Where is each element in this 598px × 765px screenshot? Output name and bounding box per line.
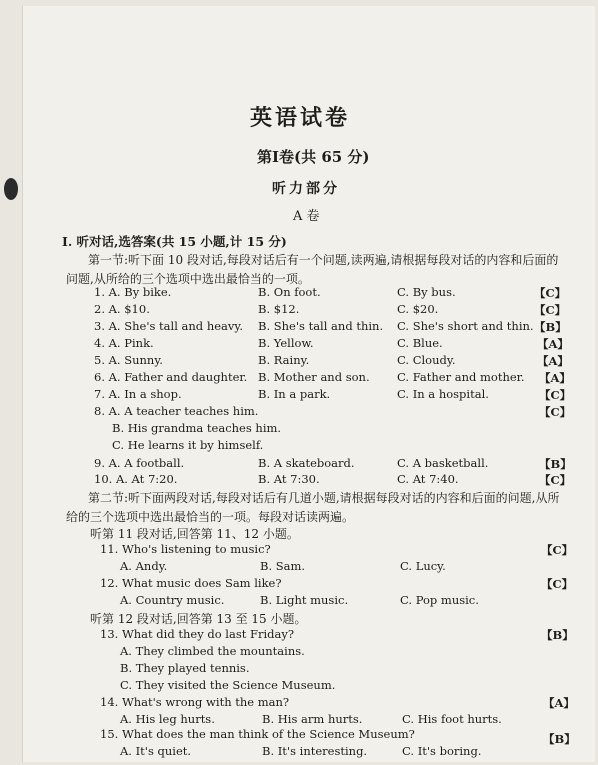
option-a: 3. A. She's tall and heavy. bbox=[94, 319, 244, 333]
option-c: C. By bus. bbox=[397, 285, 456, 299]
option-b: B. Mother and son. bbox=[258, 370, 370, 384]
question-row bbox=[0, 593, 598, 611]
answer-mark: 【C】 bbox=[534, 303, 567, 317]
dialogue-lead: 听第 12 段对话,回答第 13 至 15 小题。 bbox=[90, 612, 307, 626]
answer-mark: 【A】 bbox=[539, 371, 571, 385]
option-a: 8. A. A teacher teaches him. bbox=[94, 404, 259, 418]
question-row bbox=[0, 285, 598, 303]
question-row bbox=[0, 472, 598, 490]
answer-mark: 【A】 bbox=[537, 337, 569, 351]
option-b: B. Light music. bbox=[260, 593, 349, 607]
question-row bbox=[0, 559, 598, 577]
option-c: C. He learns it by himself. bbox=[112, 438, 264, 452]
option-a: 7. A. In a shop. bbox=[94, 387, 182, 401]
option-c: C. Lucy. bbox=[400, 559, 446, 573]
question-row bbox=[0, 661, 598, 679]
option-a: 1. A. By bike. bbox=[94, 285, 172, 299]
instruction-part1: 第一节:听下面 10 段对话,每段对话后有一个问题,读两遍,请根据每段对话的内容和后面的问题,从所给的三个选项中选出最恰当的一项。 bbox=[66, 253, 559, 286]
answer-mark: 【C】 bbox=[541, 543, 574, 557]
option-a: A. Country music. bbox=[120, 593, 225, 607]
answer-mark: 【B】 bbox=[541, 628, 574, 642]
question-row bbox=[0, 387, 598, 405]
listening-title: 听力部分 bbox=[272, 181, 340, 197]
option-b: B. His arm hurts. bbox=[262, 712, 363, 726]
volume-label: A 卷 bbox=[293, 209, 320, 224]
option-c: C. A basketball. bbox=[397, 456, 489, 470]
answer-mark: 【A】 bbox=[537, 354, 569, 368]
section-heading: Ⅰ. 听对话,选答案(共 15 小题,计 15 分) bbox=[62, 234, 287, 249]
option-a: A. They climbed the mountains. bbox=[120, 644, 305, 658]
question-row bbox=[0, 744, 598, 762]
question-stem: 15. What does the man think of the Science Museum? bbox=[100, 727, 415, 741]
option-b: B. Sam. bbox=[260, 559, 306, 573]
option-a: A. Andy. bbox=[120, 559, 168, 573]
option-a: 10. A. At 7:20. bbox=[94, 472, 178, 486]
question-row bbox=[0, 542, 598, 560]
option-c: C. In a hospital. bbox=[397, 387, 489, 401]
option-b: B. A skateboard. bbox=[258, 456, 355, 470]
option-a: 2. A. $10. bbox=[94, 302, 150, 316]
question-row bbox=[0, 319, 598, 337]
option-a: 5. A. Sunny. bbox=[94, 353, 163, 367]
exam-title: 英语试卷 bbox=[250, 105, 351, 131]
option-c: C. $20. bbox=[397, 302, 439, 316]
question-row bbox=[0, 302, 598, 320]
option-b: B. They played tennis. bbox=[120, 661, 250, 675]
option-b: B. At 7:30. bbox=[258, 472, 320, 486]
option-c: C. She's short and thin. bbox=[397, 319, 534, 333]
option-a: A. It's quiet. bbox=[120, 744, 192, 758]
question-row bbox=[0, 678, 598, 696]
option-a: 4. A. Pink. bbox=[94, 336, 154, 350]
answer-mark: 【B】 bbox=[543, 732, 576, 746]
part-title: 第Ⅰ卷(共 65 分) bbox=[257, 148, 370, 166]
option-b: B. On foot. bbox=[258, 285, 321, 299]
answer-mark: 【B】 bbox=[539, 457, 572, 471]
question-row bbox=[0, 576, 598, 594]
question-row bbox=[0, 421, 598, 439]
option-a: A. His leg hurts. bbox=[120, 712, 215, 726]
answer-mark: 【C】 bbox=[539, 405, 572, 419]
answer-mark: 【B】 bbox=[534, 320, 567, 334]
option-c: C. It's boring. bbox=[402, 744, 482, 758]
option-c: C. Cloudy. bbox=[397, 353, 456, 367]
option-c: C. Pop music. bbox=[400, 593, 479, 607]
question-row bbox=[0, 353, 598, 371]
option-c: C. His foot hurts. bbox=[402, 712, 502, 726]
question-row bbox=[0, 370, 598, 388]
option-b: B. $12. bbox=[258, 302, 300, 316]
option-b: B. It's interesting. bbox=[262, 744, 368, 758]
answer-mark: 【C】 bbox=[539, 473, 572, 487]
question-stem: 12. What music does Sam like? bbox=[100, 576, 282, 590]
instruction-part2: 第二节:听下面两段对话,每段对话后有几道小题,请根据每段对话的内容和后面的问题,从所给的三个选项中选出最恰当的一项。每段对话读两遍。 bbox=[66, 491, 560, 524]
question-stem: 14. What's wrong with the man? bbox=[100, 695, 290, 709]
option-c: C. At 7:40. bbox=[397, 472, 459, 486]
binder-hole bbox=[4, 178, 18, 200]
dialogue-lead: 听第 11 段对话,回答第 11、12 小题。 bbox=[90, 527, 299, 541]
answer-mark: 【C】 bbox=[539, 388, 572, 402]
question-row bbox=[0, 727, 598, 745]
question-row bbox=[0, 627, 598, 645]
option-b: B. His grandma teaches him. bbox=[112, 421, 282, 435]
option-a: 9. A. A football. bbox=[94, 456, 185, 470]
option-b: B. She's tall and thin. bbox=[258, 319, 384, 333]
option-c: C. They visited the Science Museum. bbox=[120, 678, 336, 692]
question-stem: 11. Who's listening to music? bbox=[100, 542, 271, 556]
question-row bbox=[0, 438, 598, 456]
option-c: C. Father and mother. bbox=[397, 370, 525, 384]
option-a: 6. A. Father and daughter. bbox=[94, 370, 248, 384]
option-b: B. Rainy. bbox=[258, 353, 310, 367]
answer-mark: 【C】 bbox=[534, 286, 567, 300]
option-b: B. In a park. bbox=[258, 387, 331, 401]
question-stem: 13. What did they do last Friday? bbox=[100, 627, 295, 641]
answer-mark: 【A】 bbox=[543, 696, 575, 710]
option-b: B. Yellow. bbox=[258, 336, 314, 350]
question-row bbox=[0, 644, 598, 662]
answer-mark: 【C】 bbox=[541, 577, 574, 591]
question-row bbox=[0, 695, 598, 713]
question-row bbox=[0, 336, 598, 354]
question-row bbox=[0, 404, 598, 422]
option-c: C. Blue. bbox=[397, 336, 443, 350]
